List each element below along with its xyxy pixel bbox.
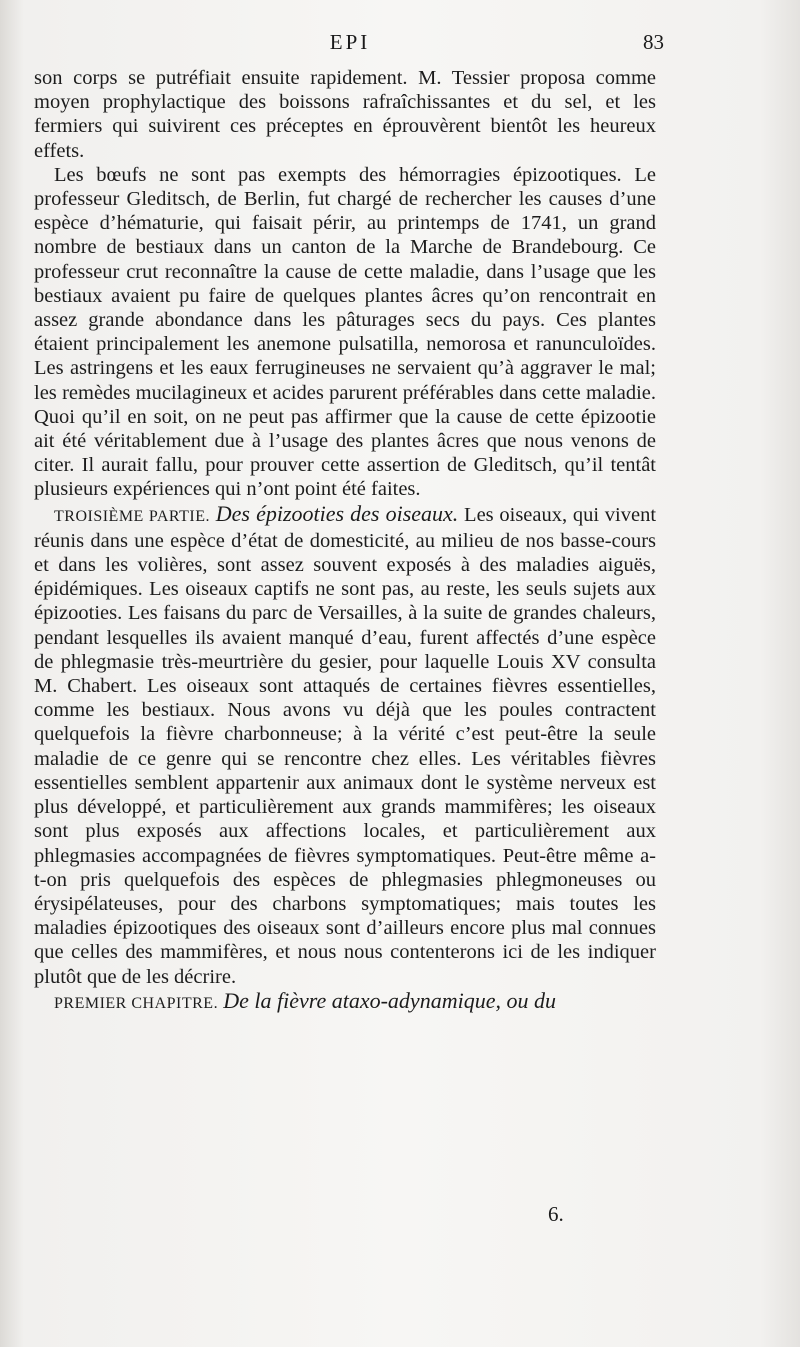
page-number: 83 [643, 30, 664, 54]
section-body: Les oiseaux, qui vivent réunis dans une espèce d’état de domesticité, au milieu de nos basse-cours et dans les volières, sont assez souvent exposés à des maladies aiguës, épidémiques. Les oiseaux captifs ne sont pas, au reste, les seuls sujets aux épizooties. Les faisans du parc de Versailles, à la suite de grandes chaleurs, pendant lesquelles ils avaient manqué d’eau, furent affectés d’une espèce de phlegmasie très-meurtrière du gesier, pour laquelle Louis XV consulta M. Chabert. Les oiseaux sont attaqués de certaines fièvres essentielles, comme les bestiaux. Nous avons vu déjà que les poules contractent quelquefois la fièvre charbonneuse; à la vérité c’est peut-être la seule maladie de ce genre qui se rencontre chez elles. Les véritables fièvres essentielles semblent appartenir aux animaux dont le système nerveux est plus développé, et particulièrement aux grands mammifères; les oiseaux sont plus exposés aux affections locales, et particulièrement aux phlegmasies accompagnées de fièvres symptomatiques. Peut-être même a-t-on pris quelquefois des espèces de phlegmasies phlegmoneuses ou érysipélateuses, pour des charbons symptomatiques; mais toutes les maladies épizootiques des oiseaux sont d’ailleurs encore plus mal connues que celles des mammifères, et nous nous contenterons ici de les indiquer plutôt que de les décrire. [34, 503, 657, 988]
signature-mark: 6. [548, 1202, 564, 1226]
section-lead: TROISIÈME PARTIE. [54, 507, 211, 525]
paragraph-boeufs: Les bœufs ne sont pas exempts des hémorragies épizootiques. Le professeur Gleditsch, de Berlin, fut chargé de rechercher les causes d’une espèce d’hématurie, qui faisait périr, au printemps de 1741, un grand nombre de bestiaux dans un canton de la Marche de Brandebourg. Ce professeur crut reconnaître la cause de cette maladie, dans l’usage que les bestiaux avaient pu faire de quelques plantes âcres qu’on rencontrait en assez grande abondance dans les pâturages secs du pays. Ces plantes étaient principalement les anemone pulsatilla, nemorosa et ranunculoïdes. Les astringens et les eaux ferrugineuses ne servaient qu’à aggraver le mal; les remèdes mucilagineux et acides parurent préférables dans cette maladie. Quoi qu’il en soit, on ne peut pas affirmer que la cause de cette épizootie ait été véritablement due à l’usage des plantes âcres que nous venons de citer. Il aurait fallu, pour prouver cette assertion de Gleditsch, qu’il tentât plusieurs expériences qui n’ont point été faites. [34, 163, 656, 501]
chapter-lead: PREMIER CHAPITRE. [54, 994, 219, 1012]
running-head: EPI [329, 30, 371, 54]
chapter-title: De la fièvre ataxo-adynamique, ou du [223, 987, 556, 1013]
section-title: Des épizooties des oiseaux. [215, 500, 459, 526]
body-text [34, 66, 656, 1016]
paragraph-continuation: son corps se putréfiait ensuite rapidement. M. Tessier proposa comme moyen prophylactique des boissons rafraîchissantes et du sel, et les fermiers qui suivirent ces préceptes en éprouvèrent bientôt les heureux effets. [34, 67, 656, 162]
paragraph-troisieme-partie [34, 502, 656, 989]
paragraph-premier-chapitre [34, 989, 656, 1016]
page-header [36, 30, 664, 60]
